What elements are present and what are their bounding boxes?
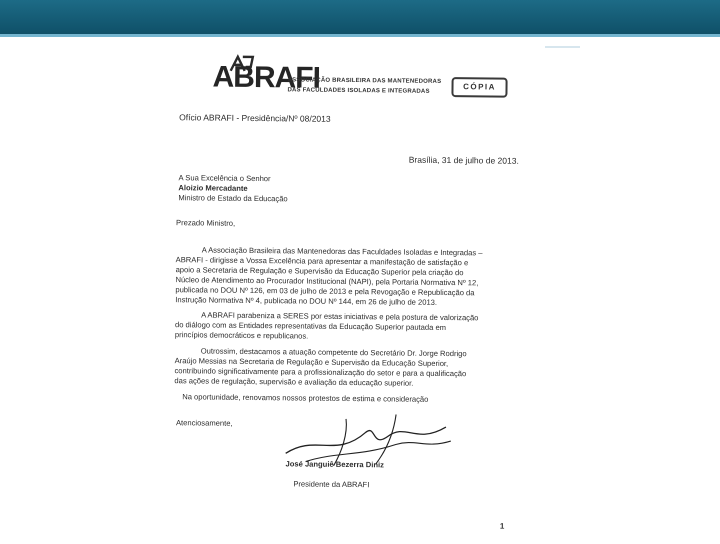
logo-tagline-2: DAS FACULDADES ISOLADAS E INTEGRADAS [287,87,430,95]
paragraph-1-line: Núcleo de Atendimento ao Procurador Institucional (NAPI), pela Portaria Normativa Nº 12, [175,275,479,288]
paragraph-3-line: contribuindo significativamente para a profissionalização do setor e para a qualificação [174,366,467,379]
slide-header-bar [0,0,720,34]
scanned-letter [160,40,540,540]
signer-title: Presidente da ABRAFI [293,479,370,490]
paragraph-3-line: Outrossim, destacamos a atuação competente do Secretário Dr. Jorge Rodrigo [200,346,467,359]
letter-reference: Ofício ABRAFI - Presidência/Nº 08/2013 [179,112,331,124]
paragraph-1-line: Instrução Normativa Nº 4, publicada no DOU Nº 144, em 26 de julho de 2013. [175,295,438,307]
page-number: 1 [499,521,505,531]
paragraph-1-line: publicada no DOU Nº 126, em 03 de julho de 2013 e pela Revogação e Republicação da [175,285,475,298]
paragraph-3-line: Araújo Messias na Secretaria de Regulação e Supervisão da Educação Superior, [174,356,449,369]
letter-date: Brasília, 31 de julho de 2013. [408,154,519,166]
paragraph-2-line: do diálogo com as Entidades representativas da Educação Superior pautada em [174,320,447,333]
letter-greeting: Prezado Ministro, [176,218,236,228]
paragraph-2-line: princípios democráticos e republicanos. [174,330,309,341]
decorative-line [545,46,580,48]
slide-header-accent [0,34,720,37]
recipient-salutation: A Sua Excelência o Senhor [178,173,271,184]
paragraph-2-line: A ABRAFI parabeniza a SERES por estas iniciativas e pela postura de valorização [201,310,479,323]
recipient-name: Aloizio Mercadante [178,183,248,193]
paragraph-4: Na oportunidade, renovamos nossos protestos de estima e consideração [182,392,429,404]
letter-closing: Atenciosamente, [175,418,233,428]
paragraph-3-line: das ações de regulação, supervisão e avaliação da educação superior. [174,376,414,388]
logo-tagline-1: ASSOCIAÇÃO BRASILEIRA DAS MANTENEDORAS [287,77,442,85]
recipient-title: Ministro de Estado da Educação [178,193,288,204]
paragraph-1-line: apoio a Secretaria de Regulação e Supervisão da Educação Superior pela criação do [175,265,464,278]
paragraph-1-line: A Associação Brasileira das Mantenedoras das Faculdades Isoladas e Integradas – [201,245,483,258]
signer-name: José Janguiê Bezerra Diniz [285,459,384,470]
logo-wordmark: ABRAFI [212,60,321,95]
copy-stamp: CÓPIA [451,77,507,98]
abrafi-logo [184,50,442,102]
paragraph-1-line: ABRAFI - dirigisse a Vossa Excelência para apresentar a manifestação de satisfação e [175,255,469,268]
